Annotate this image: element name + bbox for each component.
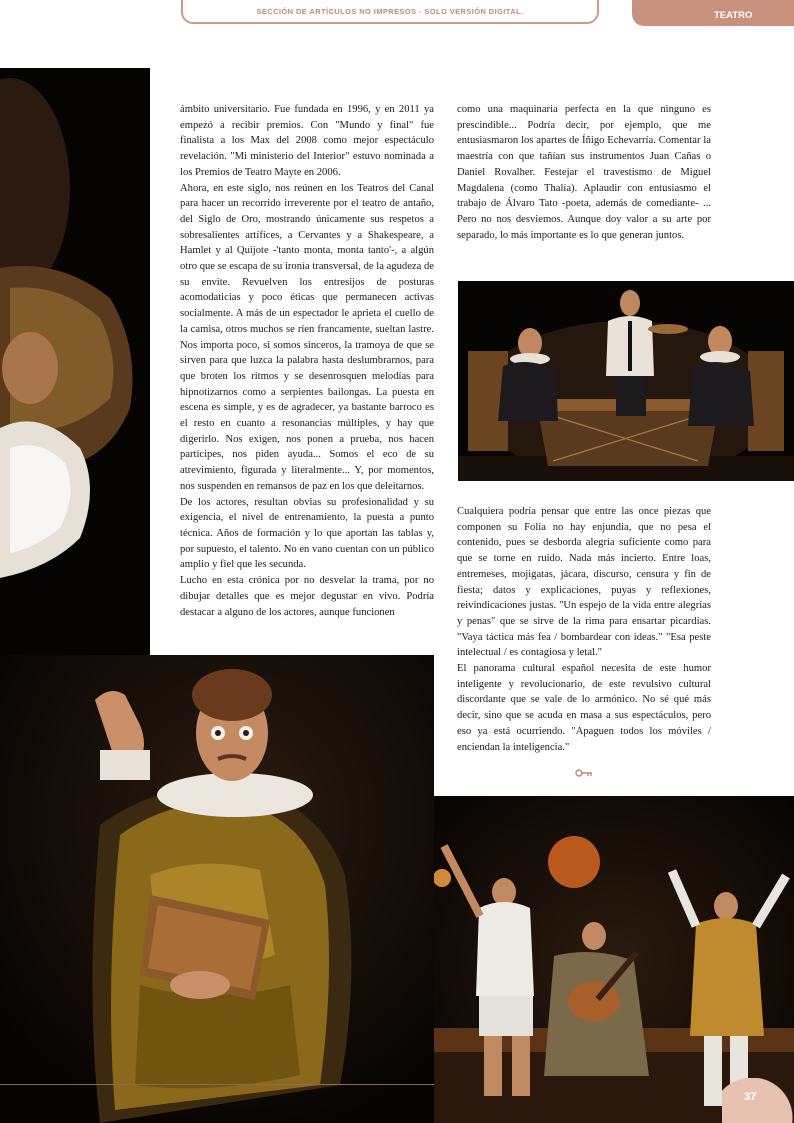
- photo-actor-ruff-left: [0, 68, 150, 658]
- article-column-left: [180, 102, 434, 620]
- paragraph: Ahora, en este siglo, nos reúnen en los Teatros del Canal para hacer un recorrido irreverente por el teatro de antaño, del Siglo de Oro, mostrando únicamente sus respetos a sobresalientes artífices, a Cervantes y a Shakespeare, a Hamlet y al Quijote -'tanto monta, monta tanto'-, a algún otro que se escapa de su ironía transversal, de la agudeza de su envite. Revuelven los entresijos de posturas acomodaticias y poco éticas que permanecen activas socialmente. A más de un espectador le aprieta el cuello de la camisa, otros muchos se ríen francamente, sueltan lastre. Nos importa poco, si somos sinceros, la tramoya de que se sirven para que luzca la palabra hasta deslumbrarnos, para que broten los ritmos y se desenrosquen melodías para hipnotizarnos como a serpientes bailongas. La puesta en escena es simple, y es de agradecer, ya bastante barroco es el resto en cuanto a resonancias múltiples, y hay que digerirlo. Nos exigen, nos ponen a prueba, nos hacen partícipes, nos piden ayuda... Somos el eco de su atrevimiento, figurada y literalmente... Y, por momentos, nos suspenden en remansos de paz en los que deleitarnos.: [180, 182, 434, 492]
- digital-only-banner: [181, 0, 599, 24]
- paragraph: De los actores, resultan obvias su profesionalidad y su exigencia, el nivel de entrenamiento, la puesta a punto técnica. Años de formación y lo que aportan las tablas y, por supuesto, el talento. No en vano cuentan con un público amplio y fiel que les secunda.: [180, 496, 434, 571]
- photo-actor-with-book: [0, 655, 434, 1123]
- article-column-right-top: [457, 102, 711, 243]
- paragraph: como una maquinaria perfecta en la que ninguno es prescindible... Podría decir, por ejemplo, que me entusiasmaron los apartes de Íñigo Echevarría. Comentar la maestría con que tañían sus instrumentos Juan Cañas o Daniel Rovalher. Festejar el travestismo de Miguel Magdalena (como Thalía). Aplaudir con entusiasmo el trabajo de Álvaro Tato -poeta, además de comediante- ... Pero no nos desviemos. Aunque doy valor a su arte por separado, lo más importante es lo que generan juntos.: [457, 104, 711, 241]
- key-icon: [575, 766, 593, 778]
- section-tag: [632, 0, 794, 26]
- photo-three-performers: [434, 796, 794, 1123]
- page-number: 37: [744, 1091, 757, 1103]
- page-number-badge: [722, 1078, 794, 1123]
- paragraph: Lucho en esta crónica por no desvelar la trama, por no dibujar detalles que es mejor degustar en vivo. Podría destacar a alguno de los actores, aunque funcionen: [180, 575, 434, 618]
- footer-rule: [0, 1084, 434, 1085]
- banner-text: SECCIÓN DE ARTÍCULOS NO IMPRESOS - SOLO VERSIÓN DIGITAL.: [256, 6, 524, 16]
- section-tag-label: TEATRO: [714, 10, 753, 21]
- paragraph: El panorama cultural español necesita de este humor inteligente y revolucionario, de este revulsivo cultural discordante que se vale de lo armónico. No sé qué más decir, sino que se acuda en masa a sus espectáculos, pero eso ya está ocurriendo. "Apaguen todos los móviles / enciendan la inteligencia.": [457, 663, 711, 753]
- article-column-right-bottom: [457, 504, 711, 755]
- paragraph: Cualquiera podría pensar que entre las once piezas que componen su Folía no hay enjundia, que no pesa el contenido, pues se desborda alegría suficiente como para que se torne en ruido. Nada más incierto. Entre loas, entremeses, mojigatas, jácara, discurso, censura y fin de fiesta; datos y explicaciones, puyas y reflexiones, reivindicaciones justas. "Un espejo de la vida entre alegrías y penas" que se sirve de la rima para ensartar picardías. "Vaya táctica más fea / bombardear con ideas." "Esa peste intelectual / es contagiosa y letal.": [457, 506, 711, 659]
- paragraph: ámbito universitario. Fue fundada en 1996, y en 2011 ya empezó a recibir premios. Con "Mundo y final" fue finalista a los Max del 2008 como mejor espectáculo revelación. "Mi ministerio del Interior" estuvo nominada a los Premios de Teatro Mayte en 2006.: [180, 104, 434, 178]
- photo-table-scene: [458, 281, 794, 481]
